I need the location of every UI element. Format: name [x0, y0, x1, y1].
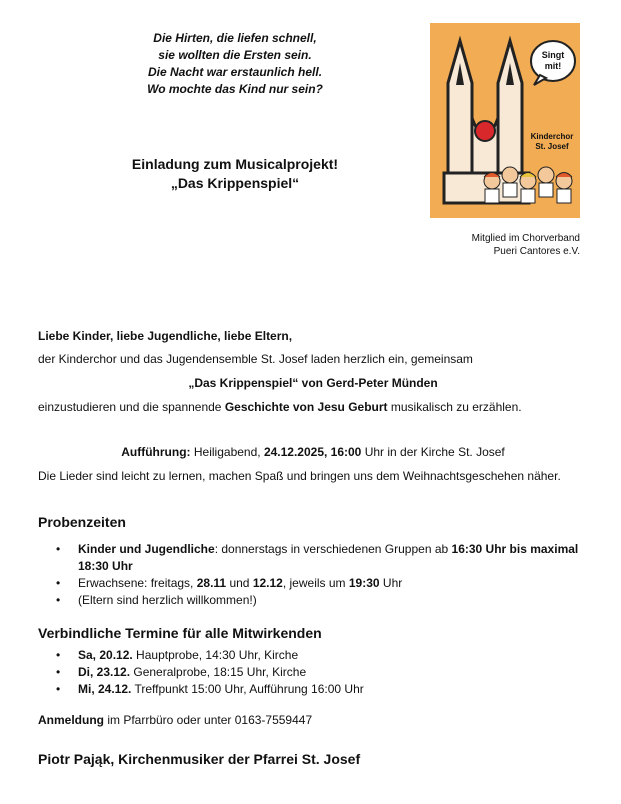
- list-item: [56, 681, 586, 698]
- invitation-title: [100, 155, 370, 193]
- svg-text:mit!: mit!: [544, 61, 562, 71]
- study-text: [38, 400, 522, 414]
- date-text: Hauptprobe, 14:30 Uhr, Kirche: [132, 648, 299, 662]
- list-item: [56, 575, 586, 592]
- performance-text: Heiligabend,: [190, 445, 264, 459]
- adults-text: Uhr: [379, 576, 403, 590]
- songs-text: Die Lieder sind leicht zu lernen, machen Spaß und bringen uns dem Weihnachtsgeschehen näher.: [38, 469, 561, 483]
- registration-info: [38, 713, 312, 727]
- kids-time: 16:30 Uhr bis maximal 18:30 Uhr: [78, 542, 579, 573]
- adults-date: 28.11: [196, 576, 227, 590]
- poem: [120, 30, 350, 98]
- poem-line: Wo mochte das Kind nur sein?: [147, 82, 323, 96]
- registration-label: Anmeldung: [38, 713, 104, 727]
- poem-line: Die Hirten, die liefen schnell,: [153, 31, 317, 45]
- invitation-line: Einladung zum Musicalprojekt!: [131, 156, 339, 172]
- date-text: Treffpunkt 15:00 Uhr, Aufführung 16:00 Uhr: [131, 682, 364, 696]
- performance-date: 24.12.2025, 16:00: [263, 445, 362, 459]
- svg-text:Singt: Singt: [541, 50, 565, 60]
- list-item: [56, 647, 586, 664]
- invitation-subtitle: „Das Krippenspiel“: [170, 175, 300, 191]
- rehearsals-list: [56, 541, 586, 609]
- list-item: [56, 664, 586, 681]
- study-pre: einzustudieren und die spannende: [38, 400, 225, 414]
- adults-date: 12.12: [252, 576, 283, 590]
- poem-line: Die Nacht war erstaunlich hell.: [147, 65, 323, 79]
- study-bold: Geschichte von Jesu Geburt: [224, 400, 388, 414]
- poem-line: sie wollten die Ersten sein.: [158, 48, 312, 62]
- dates-heading: Verbindliche Termine für alle Mitwirkenden: [38, 625, 322, 641]
- choir-logo: [430, 23, 580, 218]
- date-day: Mi, 24.12.: [78, 682, 132, 696]
- kids-text: : donnerstags in verschiedenen Gruppen ab: [214, 542, 452, 556]
- membership-note: [430, 232, 580, 258]
- rehearsals-heading: Probenzeiten: [38, 514, 126, 530]
- signature: Piotr Pająk, Kirchenmusiker der Pfarrei St. Josef: [38, 751, 361, 767]
- kids-label: Kinder und Jugendliche: [78, 542, 215, 556]
- adults-text: und: [226, 576, 253, 590]
- nose-icon: [475, 121, 495, 141]
- performance-text: Uhr in der Kirche St. Josef: [361, 445, 505, 459]
- study-post: musikalisch zu erzählen.: [387, 400, 522, 414]
- svg-text:St. Josef: St. Josef: [535, 142, 569, 151]
- membership-line: Mitglied im Chorverband: [471, 233, 580, 244]
- greeting: Liebe Kinder, liebe Jugendliche, liebe Eltern,: [38, 329, 293, 343]
- membership-line: Pueri Cantores e.V.: [493, 246, 580, 257]
- adults-text: Erwachsene: freitags,: [78, 576, 197, 590]
- adults-text: , jeweils um: [282, 576, 349, 590]
- svg-text:Kinderchor: Kinderchor: [530, 132, 574, 141]
- performance-info: [38, 445, 588, 459]
- date-day: Di, 23.12.: [78, 665, 131, 679]
- musical-title: „Das Krippenspiel“ von Gerd-Peter Münden: [188, 376, 438, 390]
- performance-label: Aufführung:: [121, 445, 191, 459]
- date-day: Sa, 20.12.: [78, 648, 133, 662]
- adults-time: 19:30: [348, 576, 380, 590]
- parents-note: (Eltern sind herzlich willkommen!): [78, 593, 257, 607]
- registration-text: im Pfarrbüro oder unter 0163-7559447: [104, 713, 313, 727]
- date-text: Generalprobe, 18:15 Uhr, Kirche: [130, 665, 307, 679]
- list-item: [56, 541, 586, 575]
- intro-text: der Kinderchor und das Jugendensemble St. Josef laden herzlich ein, gemeinsam: [38, 352, 473, 366]
- list-item: [56, 592, 586, 609]
- dates-list: [56, 647, 586, 698]
